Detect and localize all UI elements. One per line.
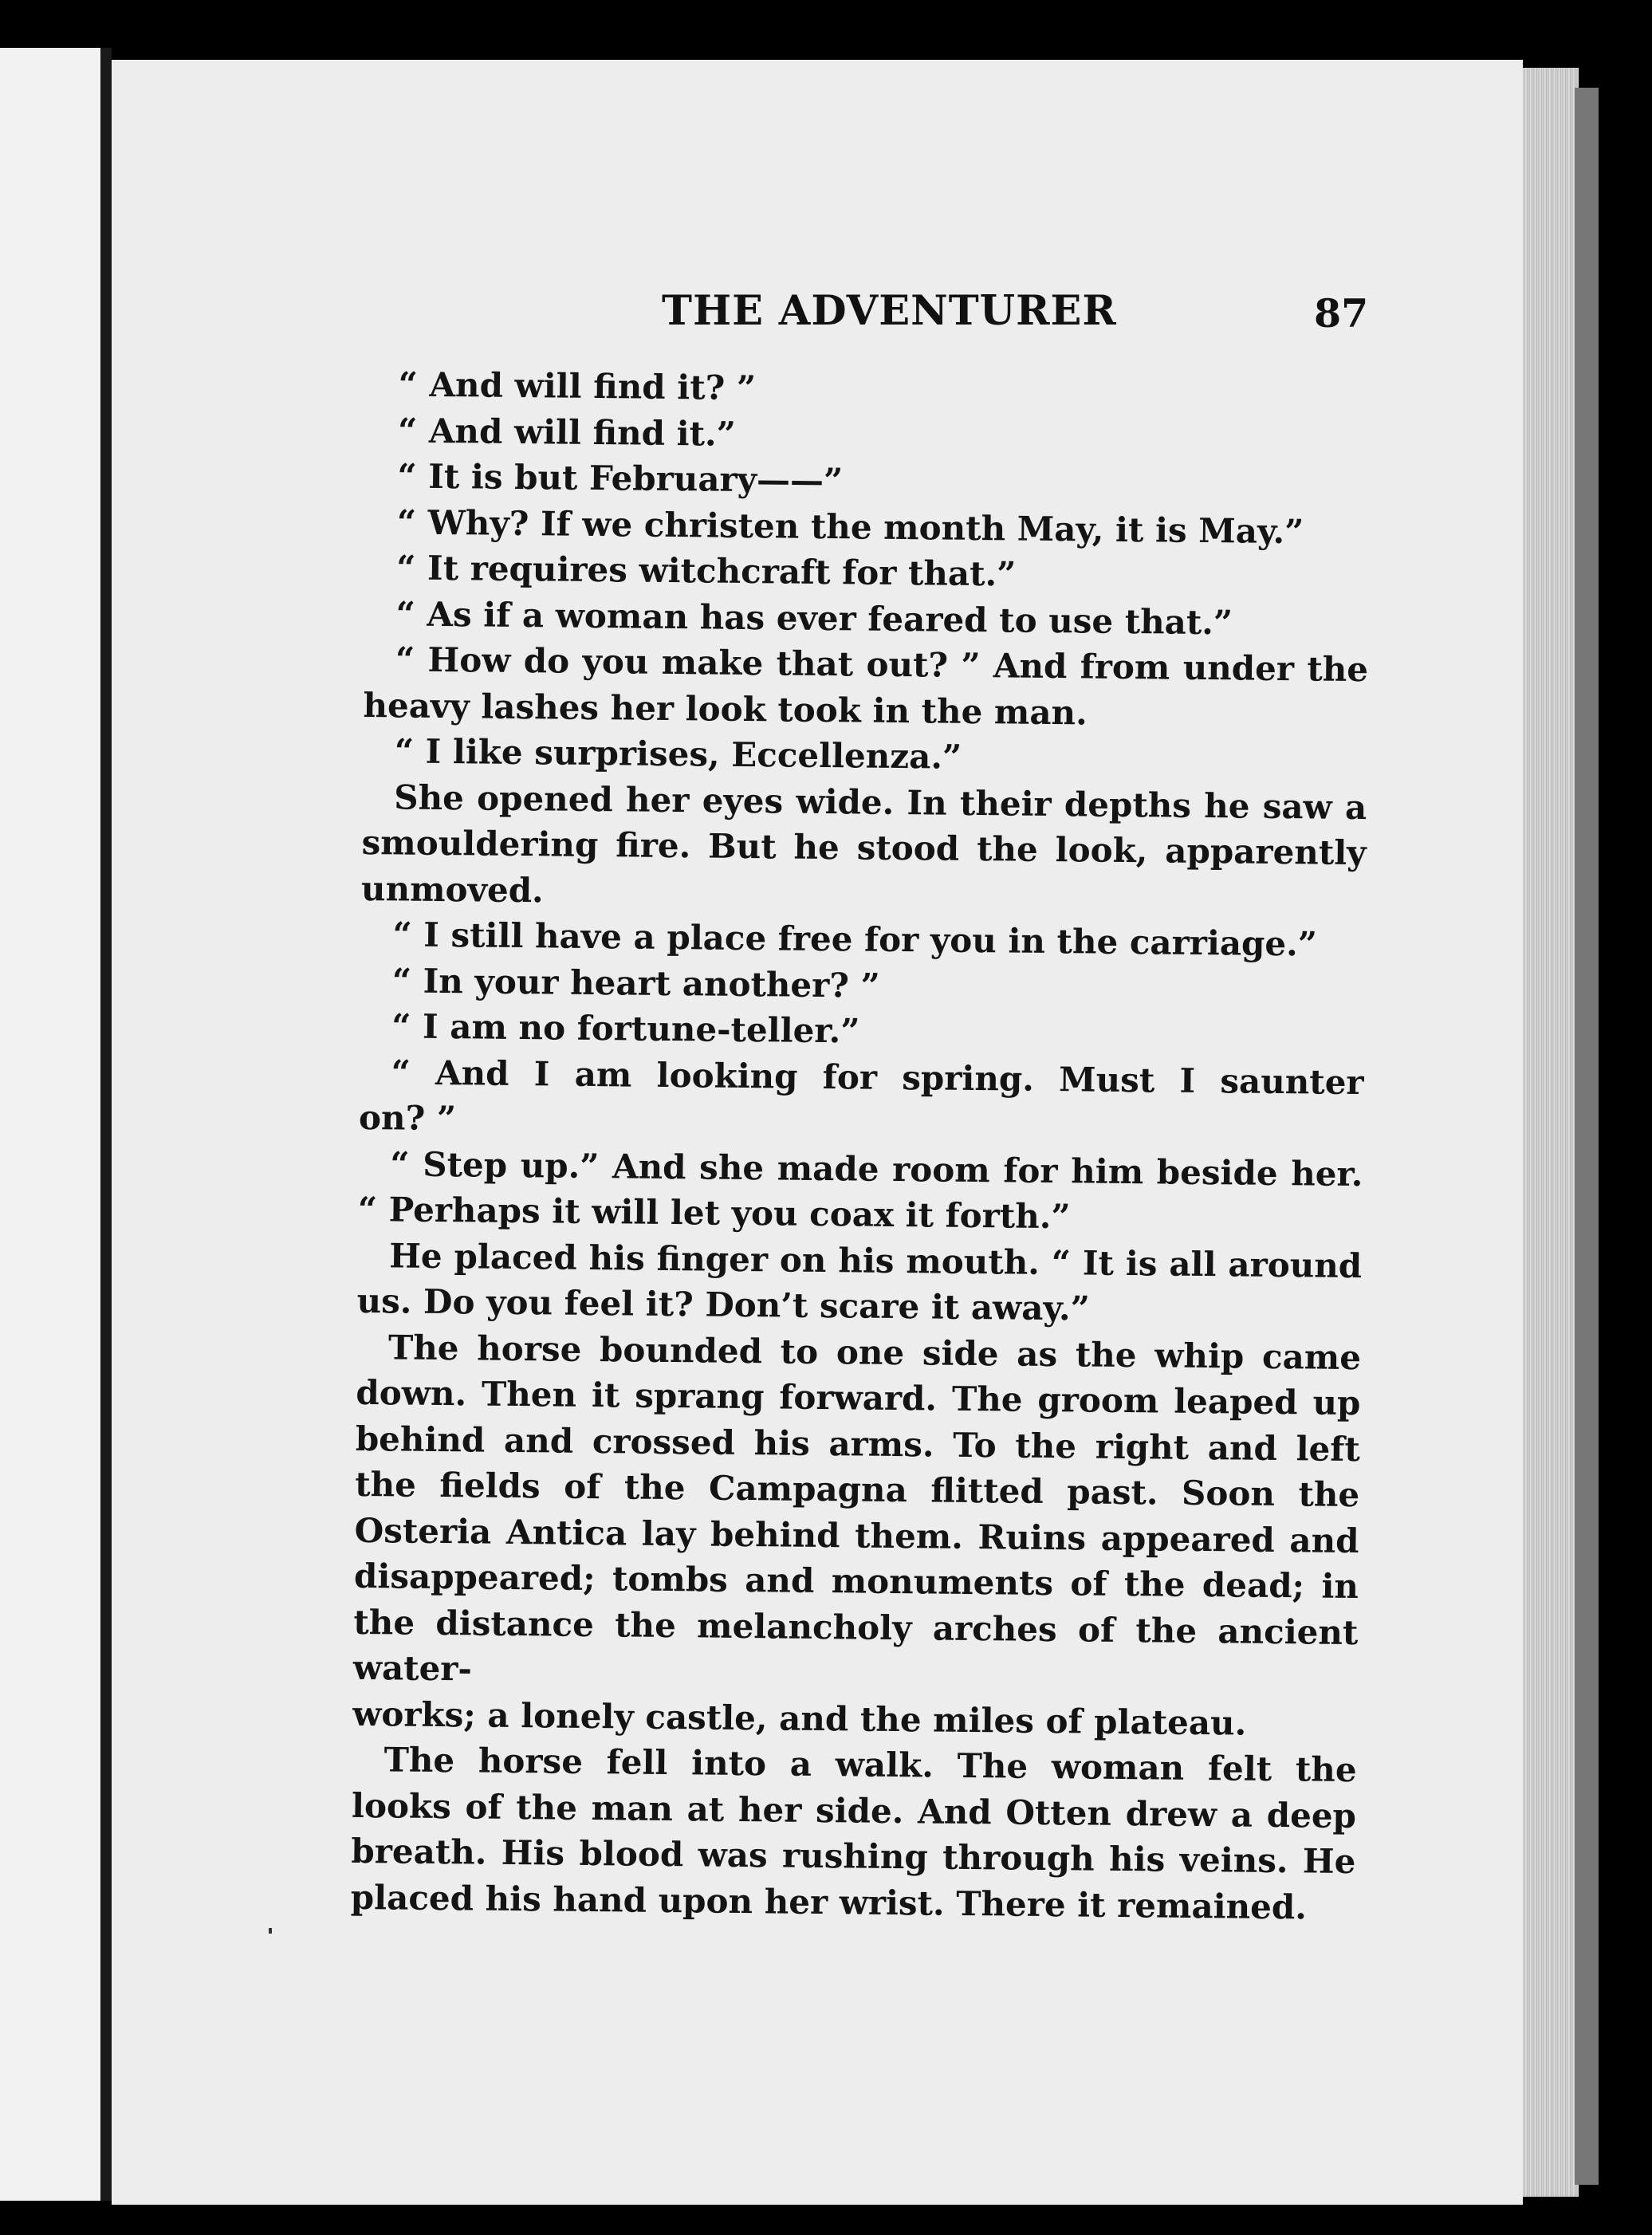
text-line: the fields of the Campagna flitted past. Soon the <box>354 1464 1360 1515</box>
text-line: disappeared; tombs and monuments of the dead; in <box>353 1556 1359 1607</box>
text-line: heavy lashes her look took in the man. <box>363 685 1088 732</box>
text-line: unmoved. <box>360 868 544 910</box>
text-line: “ I still have a place free for you in the carriage.” <box>392 915 1318 964</box>
text-line: smouldering fire. But he stood the look, apparently <box>361 822 1367 873</box>
page-header <box>112 287 1523 343</box>
text-line: “ And I am looking for spring. Must I saunter <box>391 1052 1364 1102</box>
text-line: “ I am no fortune-teller.” <box>391 1006 860 1051</box>
text-line: placed his hand upon her wrist. There it remained. <box>350 1877 1308 1926</box>
text-line: Osteria Antica lay behind them. Ruins appeared and <box>354 1510 1359 1560</box>
text-line: “ It is but February——” <box>397 456 844 501</box>
text-line: “ How do you make that out? ” And from under the <box>395 639 1369 690</box>
text-line: The horse bounded to one side as the whip came <box>387 1327 1362 1377</box>
ink-speck <box>269 1928 272 1934</box>
text-line: “ As if a woman has ever feared to use that.” <box>395 593 1233 642</box>
text-line: “ And will find it? ” <box>398 364 757 408</box>
text-line: “ I like surprises, Eccellenza.” <box>394 731 962 777</box>
text-line: The horse fell into a walk. The woman felt the <box>384 1740 1357 1790</box>
book-page <box>112 60 1523 2205</box>
text-line: “ In your heart another? ” <box>391 960 880 1005</box>
text-line: “ Why? If we christen the month May, it is May.” <box>396 502 1304 551</box>
page-body <box>351 361 1371 1930</box>
book-gutter <box>100 48 112 2201</box>
text-line: works; a lonely castle, and the miles of plateau. <box>352 1694 1247 1743</box>
text-line: behind and crossed his arms. To the right and left <box>355 1419 1361 1469</box>
text-line: He placed his finger on his mouth. “ It is all around <box>389 1235 1363 1285</box>
text-line: “ Perhaps it will let you coax it forth.” <box>357 1189 1071 1237</box>
text-line: She opened her eyes wide. In their depths he saw a <box>394 777 1367 827</box>
running-head: THE ADVENTURER <box>662 287 1117 335</box>
text-line: on? ” <box>358 1097 457 1139</box>
text-line: “ It requires witchcraft for that.” <box>396 548 1017 594</box>
text-line: the distance the melancholy arches of the ancient water- <box>352 1602 1359 1689</box>
text-line: down. Then it sprang forward. The groom leaped up <box>356 1372 1361 1423</box>
text-line: “ Step up.” And she made room for him beside her. <box>390 1143 1363 1194</box>
text-line: us. Do you feel it? Don’t scare it away.” <box>356 1281 1091 1328</box>
text-line: breath. His blood was rushing through his veins. He <box>351 1831 1356 1882</box>
left-page-edge <box>0 48 104 2201</box>
page-stack-shadow <box>1575 88 1599 2185</box>
page-number: 87 <box>1314 290 1369 336</box>
text-line: looks of the man at her side. And Otten drew a deep <box>351 1785 1357 1836</box>
text-line: “ And will find it.” <box>397 410 737 454</box>
